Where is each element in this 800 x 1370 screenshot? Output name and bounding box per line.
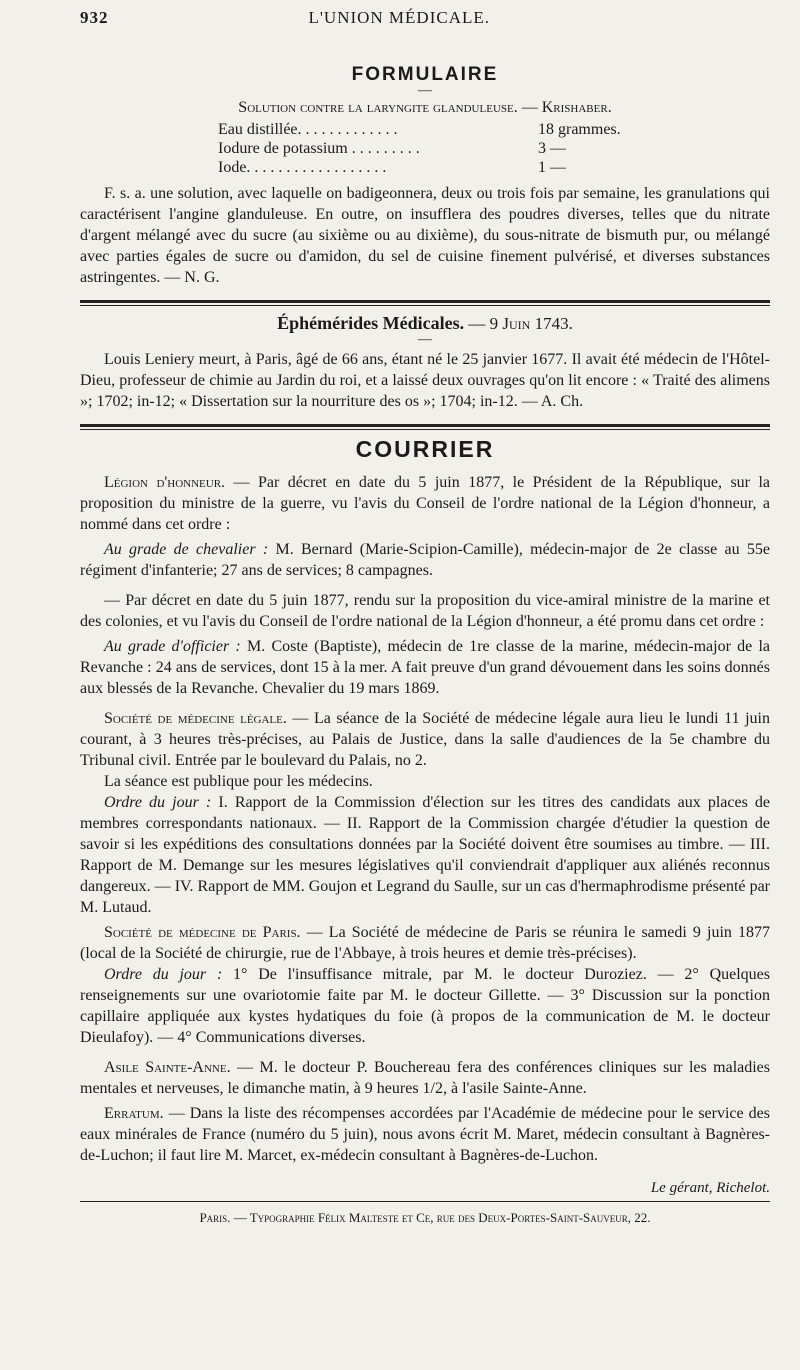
legale-heading: Société de médecine légale.: [104, 710, 287, 727]
legale-public: La séance est publique pour les médecins.: [104, 773, 373, 790]
ingredient-row: [218, 158, 638, 177]
chevalier-text: M. Bernard (Marie-Scipion-Camille), médecin-major de 2e classe au 55e régiment d'infanterie; 27 ans de services; 8 campagnes.: [80, 541, 770, 579]
officier-paragraph: [80, 636, 770, 699]
page-header: [80, 8, 770, 36]
page-number: 932: [80, 8, 109, 27]
legale-text: — La séance de la Société de médecine légale aura lieu le lundi 11 juin courant, à 3 heures très-précises, au Palais de Justice, dans la salle d'audiences de la 5e chambre du Tribunal civil. Entrée par le boulevard du Palais, no 2.: [80, 710, 770, 769]
formulaire-title: FORMULAIRE: [351, 64, 499, 85]
officier-text: M. Coste (Baptiste), médecin de 1re classe de la marine, médecin-major de la Revanche : 24 ans de services, dont 15 à la mer. A fait preuve d'un grand dévouement dans les soins donnés aux blessés de la Revanche. Chevalier du 19 mars 1869.: [80, 638, 771, 697]
legale-odj-heading: Ordre du jour :: [104, 794, 212, 811]
legale-odj-text: I. Rapport de la Commission d'élection sur les titres des candidats aux places de membres correspondants nationaux. — II. Rapport de la Commission chargée d'étudier la question de savoir si les expéditions des consultations données par la Société doivent être soumises au timbre. — III. Rapport de M. Demange sur les mesures législatives qu'il conviendrait d'appliquer aux aliénés reconnus dangereux. — IV. Rapport de MM. Goujon et Legrand du Saulle, sur un cas d'hermaphrodisme présenté par M. Lutaud.: [80, 794, 771, 916]
erratum-heading: Erratum.: [104, 1105, 164, 1122]
ephemerides-heading: Éphémérides Médicales.: [277, 313, 465, 333]
paris-odj-text: 1° De l'insuffisance mitrale, par M. le docteur Duroziez. — 2° Quelques renseignements sur une ovariotomie faite par M. le docteur Gillette. — 3° Discussion sur la ponction capillaire appliquée aux kystes hydatiques du foie (à propos de la communication de M. le docteur Dieulafoy). — 4° Communications diverses.: [80, 966, 770, 1046]
chevalier-heading: Au grade de chevalier :: [104, 541, 269, 558]
paris-heading: Société de médecine de Paris.: [104, 924, 301, 941]
paris-paragraph: [80, 922, 770, 964]
erratum-text: — Dans la liste des récompenses accordées par l'Académie de médecine pour le service des eaux minérales de France (numéro du 5 juin), nous avons écrit M. Maret, médecin consultant à Bagnères-de-Luchon; il faut lire M. Marcet, ex-médecin consultant à Bagnères-de-Luchon.: [80, 1105, 771, 1164]
ephemerides-date: — 9 Juin 1743.: [468, 314, 573, 333]
asile-heading: Asile Sainte-Anne.: [104, 1059, 231, 1076]
ingredient-list: [218, 120, 638, 177]
legion-heading: Légion d'honneur.: [104, 474, 226, 491]
footer-divider: [80, 1201, 770, 1202]
paris-odj-heading: Ordre du jour :: [104, 966, 223, 983]
ingredient-qty: 18 grammes.: [538, 121, 621, 138]
asile-paragraph: [80, 1057, 770, 1099]
ingredient-qty: 1 —: [538, 159, 566, 176]
legion-text: — Par décret en date du 5 juin 1877, le Président de la République, sur la proposition du ministre de la guerre, vu l'avis du Conseil de l'ordre national de la Légion d'honneur, a nommé dans cet ordre :: [80, 474, 771, 533]
recipe-name: Solution contre la laryngite glanduleuse.: [238, 99, 518, 116]
recipe-title: [80, 98, 770, 118]
ingredient-name: Eau distillée. . . . . . . . . . . . .: [218, 121, 398, 138]
section-divider: [80, 300, 770, 306]
decret2-paragraph: — Par décret en date du 5 juin 1877, rendu sur la proposition du vice-amiral ministre de la marine et des colonies, et vu l'avis du Conseil de l'ordre national de la Légion d'honneur, a été promu dans cet ordre :: [80, 592, 770, 630]
paris-text: — La Société de médecine de Paris se réunira le samedi 9 juin 1877 (local de la Société de chirurgie, rue de l'Abbaye, à trois heures et demie très-précises).: [80, 924, 771, 962]
ingredient-row: [218, 120, 638, 139]
erratum-paragraph: [80, 1103, 770, 1166]
courrier-title: COURRIER: [355, 436, 495, 462]
title-dash: —: [418, 83, 432, 98]
officier-heading: Au grade d'officier :: [104, 638, 241, 655]
ingredient-row: [218, 139, 638, 158]
legion-paragraph: [80, 472, 770, 535]
legale-paragraph: [80, 708, 770, 771]
ingredient-name: Iode. . . . . . . . . . . . . . . . . .: [218, 159, 387, 176]
section-divider: [80, 424, 770, 430]
ingredient-qty: 3 —: [538, 140, 566, 157]
signature-text: Le gérant, Richelot.: [650, 1180, 770, 1196]
legale-odj-paragraph: [80, 792, 770, 918]
signature: [80, 1180, 770, 1197]
recipe-author: — Krishaber.: [521, 99, 612, 116]
printer-imprint: Paris. — Typographie Félix Malteste et Ce, rue des Deux-Portes-Saint-Sauveur, 22.: [199, 1210, 651, 1225]
journal-title: L'UNION MÉDICALE.: [308, 8, 491, 27]
paris-odj-paragraph: [80, 964, 770, 1048]
chevalier-paragraph: [80, 539, 770, 581]
asile-text: — M. le docteur P. Bouchereau fera des conférences cliniques sur les maladies mentales et nerveuses, le dimanche matin, à 9 heures 1/2, à l'asile Sainte-Anne.: [80, 1059, 771, 1097]
title-dash: —: [418, 332, 432, 347]
ingredient-name: Iodure de potassium . . . . . . . . .: [218, 140, 420, 157]
formulaire-text: F. s. a. une solution, avec laquelle on badigeonnera, deux ou trois fois par semaine, les granulations qui caractérisent l'angine glanduleuse. En outre, on insufflera des poudres diverses, telles que du nitrate d'argent mélangé avec du sucre (au sixième ou au dixième), du sous-nitrate de bismuth pur, ou mélangé avec parties égales de sucre ou d'amidon, du sel de cuisine finement pulvérisé, et diverses substances astringentes. — N. G.: [80, 185, 770, 286]
ephemerides-text: Louis Leniery meurt, à Paris, âgé de 66 ans, étant né le 25 janvier 1677. Il avait été médecin de l'Hôtel-Dieu, professeur de chimie au Jardin du roi, et a laissé deux ouvrages qu'on lit encore : « Traité des alimens »; 1702; in-12; « Dissertation sur la nourriture des os »; 1704; in-12. — A. Ch.: [80, 351, 770, 410]
